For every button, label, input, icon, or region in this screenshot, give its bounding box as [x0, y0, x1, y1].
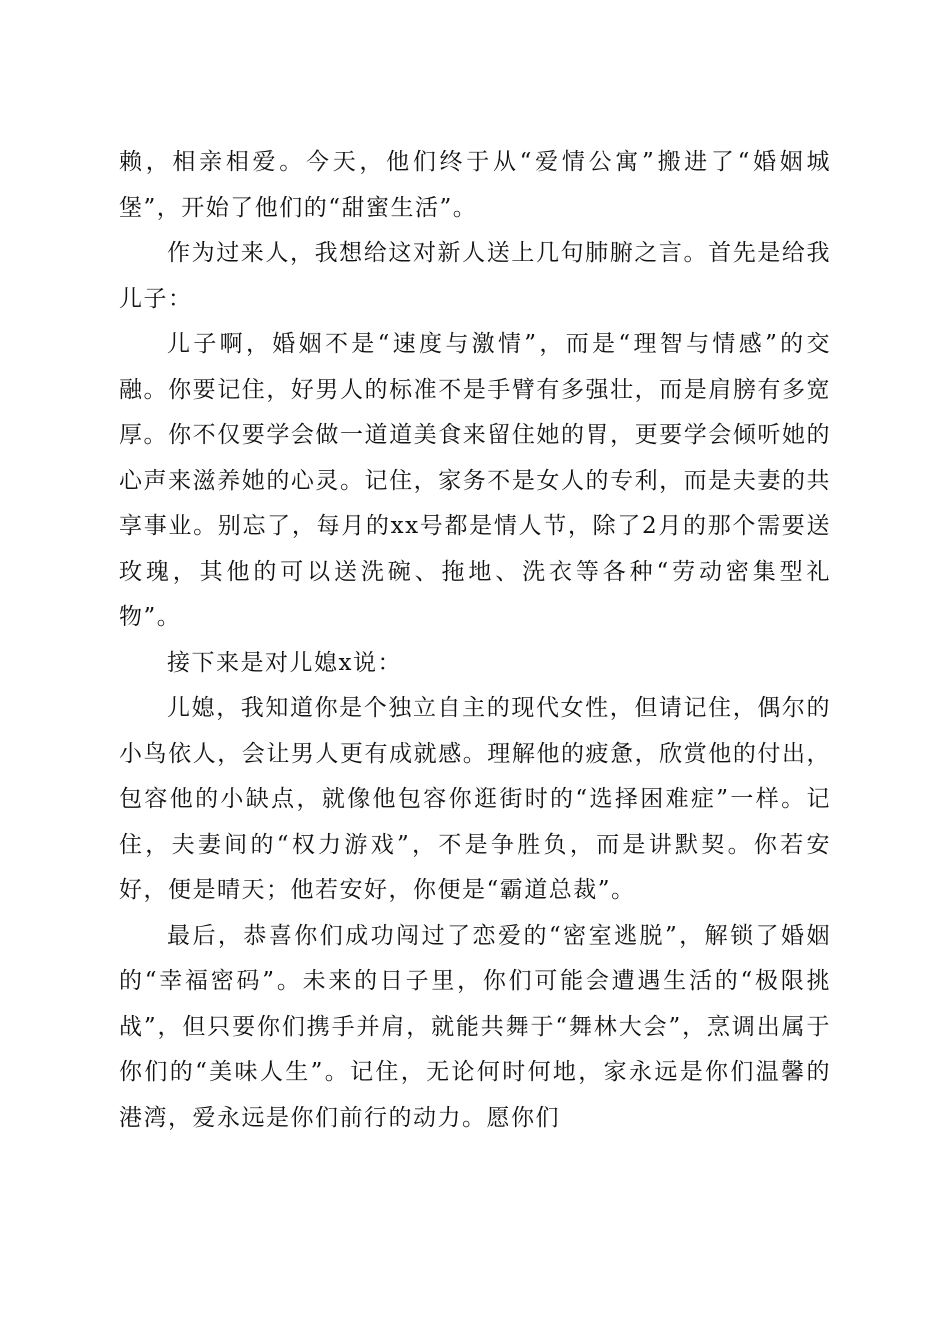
paragraph-6: 最后，恭喜你们成功闯过了恋爱的“密室逃脱”，解锁了婚姻的“幸福密码”。未来的日子里，你们可能会遭遇生活的“极限挑战”，但只要你们携手并肩，就能共舞于“舞林大会”，烹调出属于你们的“美味人生”。记住，无论何时何地，家永远是你们温馨的港湾，爱永远是你们前行的动力。愿你们 — [119, 922, 831, 1131]
paragraph-5: 儿媳，我知道你是个独立自主的现代女性，但请记住，偶尔的小鸟依人，会让男人更有成就感。理解他的疲惫，欣赏他的付出，包容他的小缺点，就像他包容你逛街时的“选择困难症”一样。记住，夫妻间的“权力游戏”，不是争胜负，而是讲默契。你若安好，便是晴天；他若安好，你便是“霸道总裁”。 — [119, 695, 831, 903]
paragraph-1: 赖，相亲相爱。今天，他们终于从“爱情公寓”搬进了“婚姻城堡”，开始了他们的“甜蜜生活”。 — [119, 149, 831, 221]
paragraph-2: 作为过来人，我想给这对新人送上几句肺腑之言。首先是给我儿子： — [119, 240, 831, 312]
paragraph-3: 儿子啊，婚姻不是“速度与激情”，而是“理智与情感”的交融。你要记住，好男人的标准不是手臂有多强壮，而是肩膀有多宽厚。你不仅要学会做一道道美食来留住她的胃，更要学会倾听她的心声来滋养她的心灵。记住，家务不是女人的专利，而是夫妻的共享事业。别忘了，每月的xx号都是情人节，除了2月的那个需要送玫瑰，其他的可以送洗碗、拖地、洗衣等各种“劳动密集型礼物”。 — [119, 331, 831, 630]
paragraph-4: 接下来是对儿媳x说： — [167, 649, 402, 676]
body-text — [119, 140, 831, 1141]
